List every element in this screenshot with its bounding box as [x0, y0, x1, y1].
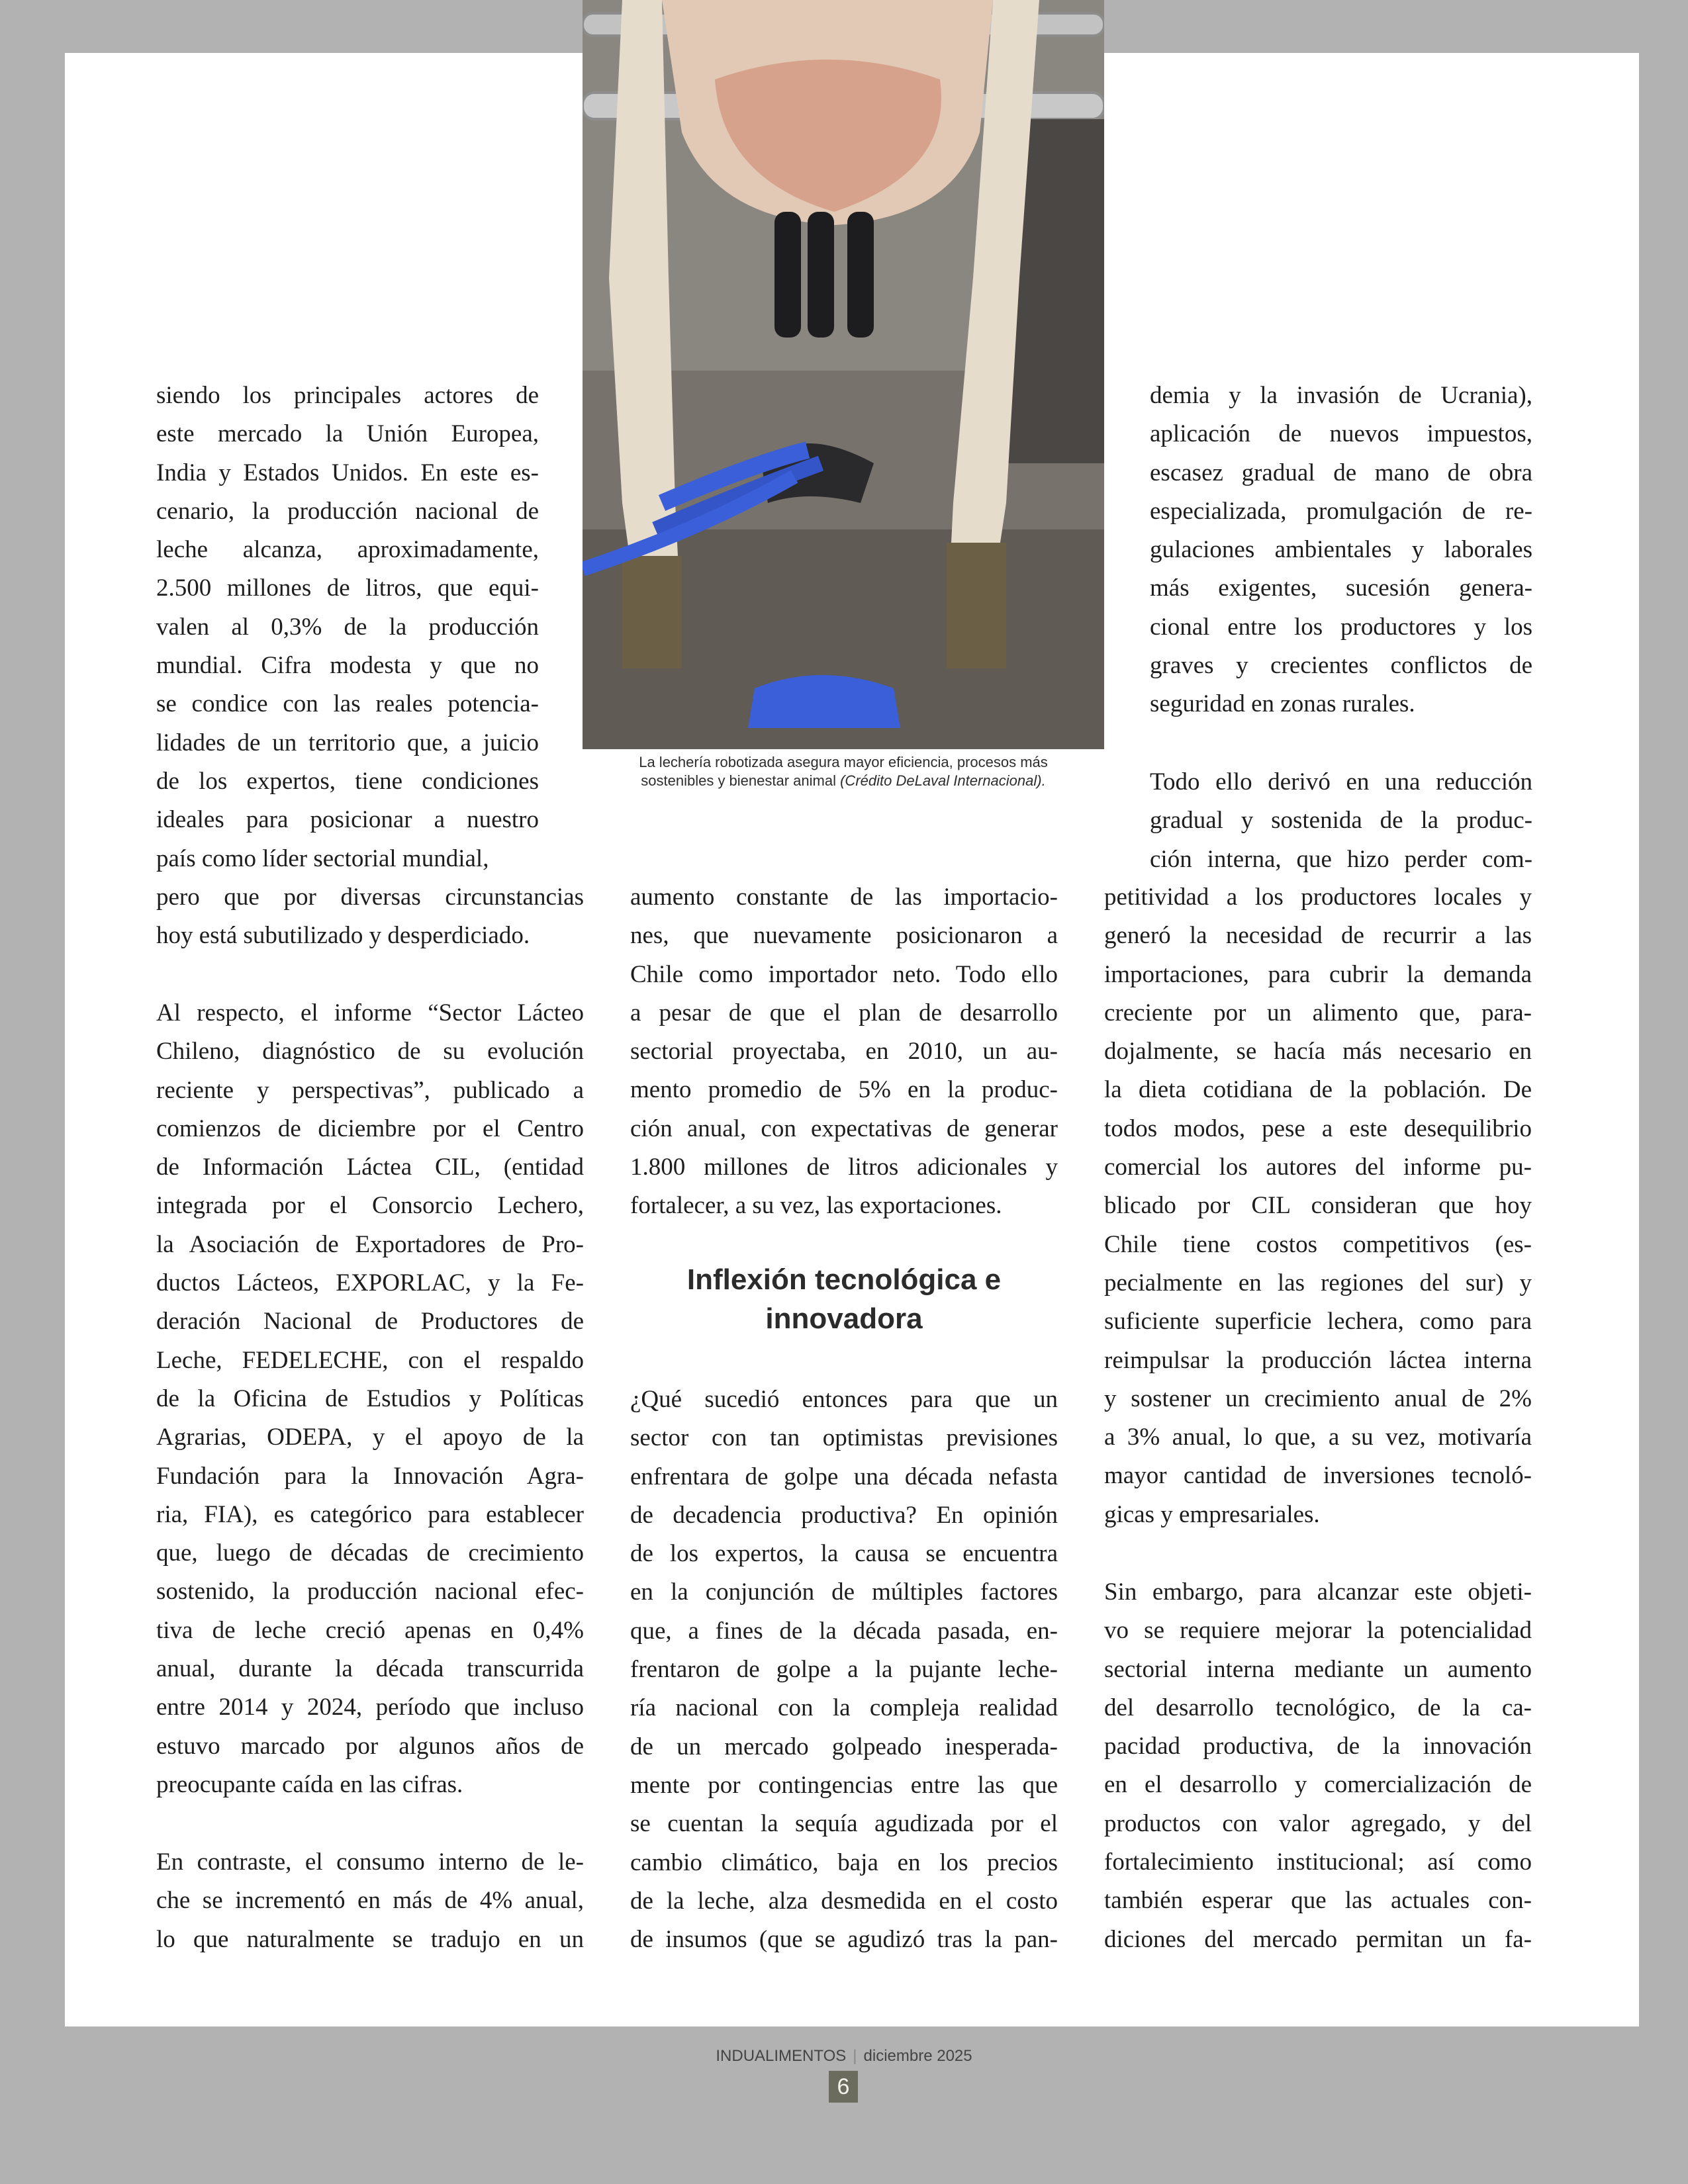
col1-para-1-cont [156, 878, 584, 956]
text-line: petitividad a los productores locales y [1104, 884, 1532, 911]
text-line: productos con valor agregado, y del [1104, 1809, 1532, 1837]
text-line: más exigentes, sucesión genera- [1150, 574, 1532, 602]
text-line: En contraste, el consumo interno de le- [156, 1848, 584, 1876]
text-line: especializada, promulgación de re- [1150, 497, 1532, 525]
text-line: la dieta cotidiana de la población. De [1104, 1076, 1532, 1104]
text-line: cambio climático, baja en los precios [630, 1848, 1058, 1876]
text-line: pacidad productiva, de la innovación [1104, 1733, 1532, 1760]
text-line: reciente y perspectivas”, publicado a [156, 1076, 584, 1104]
text-line: a 3% anual, lo que, a su vez, motivaría [1104, 1424, 1532, 1451]
text-line: Todo ello derivó en una reducción [1150, 768, 1532, 796]
section-heading [629, 1260, 1059, 1338]
page-footer [0, 2047, 1688, 2066]
text-line: país como líder sectorial mundial, [156, 844, 489, 872]
text-line: siendo los principales actores de [156, 382, 539, 409]
text-line: aumento constante de las importacio- [630, 884, 1058, 911]
text-line: lidades de un territorio que, a juicio [156, 729, 539, 756]
text-line: enfrentara de golpe una década nefasta [630, 1463, 1058, 1490]
text-line: mento promedio de 5% en la produc- [630, 1076, 1058, 1104]
text-line: dojalmente, se hacía más necesario en [1104, 1038, 1532, 1066]
text-line: nes, que nuevamente posicionaron a [630, 922, 1058, 950]
text-line: ideales para posicionar a nuestro [156, 806, 539, 834]
text-line: hoy está subutilizado y desperdiciado. [156, 922, 530, 950]
text-line: Agrarias, ODEPA, y el apoyo de la [156, 1424, 584, 1451]
text-line: generó la necesidad de recurrir a las [1104, 922, 1532, 950]
text-line: reimpulsar la producción láctea interna [1104, 1346, 1532, 1374]
text-line: ría nacional con la compleja realidad [630, 1694, 1058, 1722]
col1-para-3 [156, 1843, 584, 1959]
text-line: sectorial proyectaba, en 2010, un au- [630, 1038, 1058, 1066]
text-line: que, luego de décadas de crecimiento [156, 1539, 584, 1567]
text-line: frentaron de golpe a la pujante leche- [630, 1656, 1058, 1684]
text-line: y sostener un crecimiento anual de 2% [1104, 1385, 1532, 1412]
text-line: comercial los autores del informe pu- [1104, 1154, 1532, 1181]
text-line: preocupante caída en las cifras. [156, 1770, 463, 1798]
text-line: ción interna, que hizo perder com- [1150, 845, 1532, 873]
text-line: escasez gradual de mano de obra [1150, 459, 1532, 486]
text-line: leche alcanza, aproximadamente, [156, 536, 539, 564]
heading-line: Inflexión tecnológica e [686, 1263, 1002, 1296]
col1-para-2 [156, 994, 584, 1804]
text-line: Al respecto, el informe “Sector Lácteo [156, 999, 584, 1026]
text-line: ria, FIA), es categórico para establecer [156, 1500, 584, 1528]
text-line: de los expertos, la causa se encuentra [630, 1540, 1058, 1568]
text-line: tiva de leche creció apenas en 0,4% [156, 1616, 584, 1644]
col3-para-2a [1150, 763, 1532, 879]
text-line: aplicación de nuevos impuestos, [1150, 420, 1532, 448]
text-line: anual, durante la década transcurrida [156, 1655, 584, 1683]
text-line: sector con tan optimistas previsiones [630, 1424, 1058, 1452]
text-line: cenario, la producción nacional de [156, 497, 539, 525]
magazine-name: INDUALIMENTOS [716, 2047, 847, 2065]
text-line: de decadencia productiva? En opinión [630, 1501, 1058, 1529]
caption-line-2 [569, 772, 1117, 790]
caption-text: sostenibles y bienestar animal [641, 772, 836, 789]
text-line: de Información Láctea CIL, (entidad [156, 1154, 584, 1181]
text-line: mundial. Cifra modesta y que no [156, 652, 539, 680]
text-line: ¿Qué sucedió entonces para que un [630, 1386, 1058, 1413]
text-line: pecialmente en las regiones del sur) y [1104, 1269, 1532, 1297]
text-line: de insumos (que se agudizó tras la pan- [630, 1926, 1058, 1954]
text-line: Chileno, diagnóstico de su evolución [156, 1038, 584, 1066]
text-line: mayor cantidad de inversiones tecnoló- [1104, 1462, 1532, 1490]
text-line: Chile tiene costos competitivos (es- [1104, 1230, 1532, 1258]
text-line: Sin embargo, para alcanzar este objeti- [1104, 1578, 1532, 1606]
issue-date: diciembre 2025 [863, 2047, 972, 2065]
text-line: graves y crecientes conflictos de [1150, 652, 1532, 680]
text-line: importaciones, para cubrir la demanda [1104, 960, 1532, 988]
text-line: creciente por un alimento que, para- [1104, 999, 1532, 1026]
text-line: Leche, FEDELECHE, con el respaldo [156, 1346, 584, 1374]
text-line: en la conjunción de múltiples factores [630, 1578, 1058, 1606]
text-line: gulaciones ambientales y laborales [1150, 536, 1532, 564]
col3-para-2b [1104, 878, 1532, 1534]
text-line: ductos Lácteos, EXPORLAC, y la Fe- [156, 1269, 584, 1297]
text-line: sostenido, la producción nacional efec- [156, 1578, 584, 1606]
text-line: demia y la invasión de Ucrania), [1150, 382, 1532, 409]
text-line: la Asociación de Exportadores de Pro- [156, 1230, 584, 1258]
text-line: se condice con las reales potencia- [156, 690, 539, 718]
text-line: gicas y empresariales. [1104, 1500, 1320, 1528]
text-line: fortalecimiento institucional; así como [1104, 1848, 1532, 1876]
text-line: comienzos de diciembre por el Centro [156, 1115, 584, 1142]
text-line: Fundación para la Innovación Agra- [156, 1462, 584, 1490]
text-line: de un mercado golpeado inesperada- [630, 1733, 1058, 1760]
text-line: ción anual, con expectativas de generar [630, 1115, 1058, 1142]
text-line: gradual y sostenida de la produc- [1150, 807, 1532, 835]
text-line: cional entre los productores y los [1150, 613, 1532, 641]
text-line: que, a fines de la década pasada, en- [630, 1617, 1058, 1645]
text-line: suficiente superficie lechera, como para [1104, 1308, 1532, 1336]
heading-line: innovadora [765, 1302, 923, 1335]
text-line: lo que naturalmente se tradujo en un [156, 1925, 584, 1953]
text-line: fortalecer, a su vez, las exportaciones. [630, 1192, 1002, 1220]
text-line: deración Nacional de Productores de [156, 1308, 584, 1336]
col3-para-1 [1150, 377, 1532, 724]
text-line: pero que por diversas circunstancias [156, 884, 584, 911]
col3-para-3 [1104, 1573, 1532, 1959]
page-number: 6 [829, 2071, 858, 2103]
text-line: también esperar que las actuales con- [1104, 1887, 1532, 1915]
text-line: sectorial interna mediante un aumento [1104, 1655, 1532, 1683]
text-line: 1.800 millones de litros adicionales y [630, 1154, 1058, 1181]
text-line: todos modos, pese a este desequilibrio [1104, 1115, 1532, 1142]
text-line: mente por contingencias entre las que [630, 1771, 1058, 1799]
text-line: en el desarrollo y comercialización de [1104, 1771, 1532, 1799]
text-line: entre 2014 y 2024, período que incluso [156, 1694, 584, 1721]
footer-separator: | [853, 2047, 857, 2065]
text-line: India y Estados Unidos. En este es- [156, 459, 539, 486]
text-line: blicado por CIL consideran que hoy [1104, 1192, 1532, 1220]
text-line: este mercado la Unión Europea, [156, 420, 539, 448]
caption-credit: (Crédito DeLaval Internacional). [840, 772, 1046, 789]
text-line: se cuentan la sequía agudizada por el [630, 1810, 1058, 1838]
text-line: a pesar de que el plan de desarrollo [630, 999, 1058, 1026]
text-line: de la leche, alza desmedida en el costo [630, 1887, 1058, 1915]
milking-robot-photo [583, 0, 1104, 749]
text-line: 2.500 millones de litros, que equi- [156, 574, 539, 602]
col2-para-2 [630, 1381, 1058, 1959]
text-line: estuvo marcado por algunos años de [156, 1732, 584, 1760]
text-line: che se incrementó en más de 4% anual, [156, 1887, 584, 1915]
col1-para-1 [156, 377, 539, 878]
text-line: valen al 0,3% de la producción [156, 613, 539, 641]
text-line: de la Oficina de Estudios y Políticas [156, 1385, 584, 1412]
col2-para-1 [630, 878, 1058, 1226]
text-line: de los expertos, tiene condiciones [156, 767, 539, 795]
text-line: vo se requiere mejorar la potencialidad [1104, 1617, 1532, 1645]
text-line: integrada por el Consorcio Lechero, [156, 1192, 584, 1220]
text-line: Chile como importador neto. Todo ello [630, 960, 1058, 988]
photo-caption [569, 753, 1117, 790]
text-line: del desarrollo tecnológico, de la ca- [1104, 1694, 1532, 1721]
text-line: seguridad en zonas rurales. [1150, 690, 1415, 718]
text-line: diciones del mercado permitan un fa- [1104, 1925, 1532, 1953]
caption-line-1: La lechería robotizada asegura mayor eficiencia, procesos más [639, 754, 1048, 770]
